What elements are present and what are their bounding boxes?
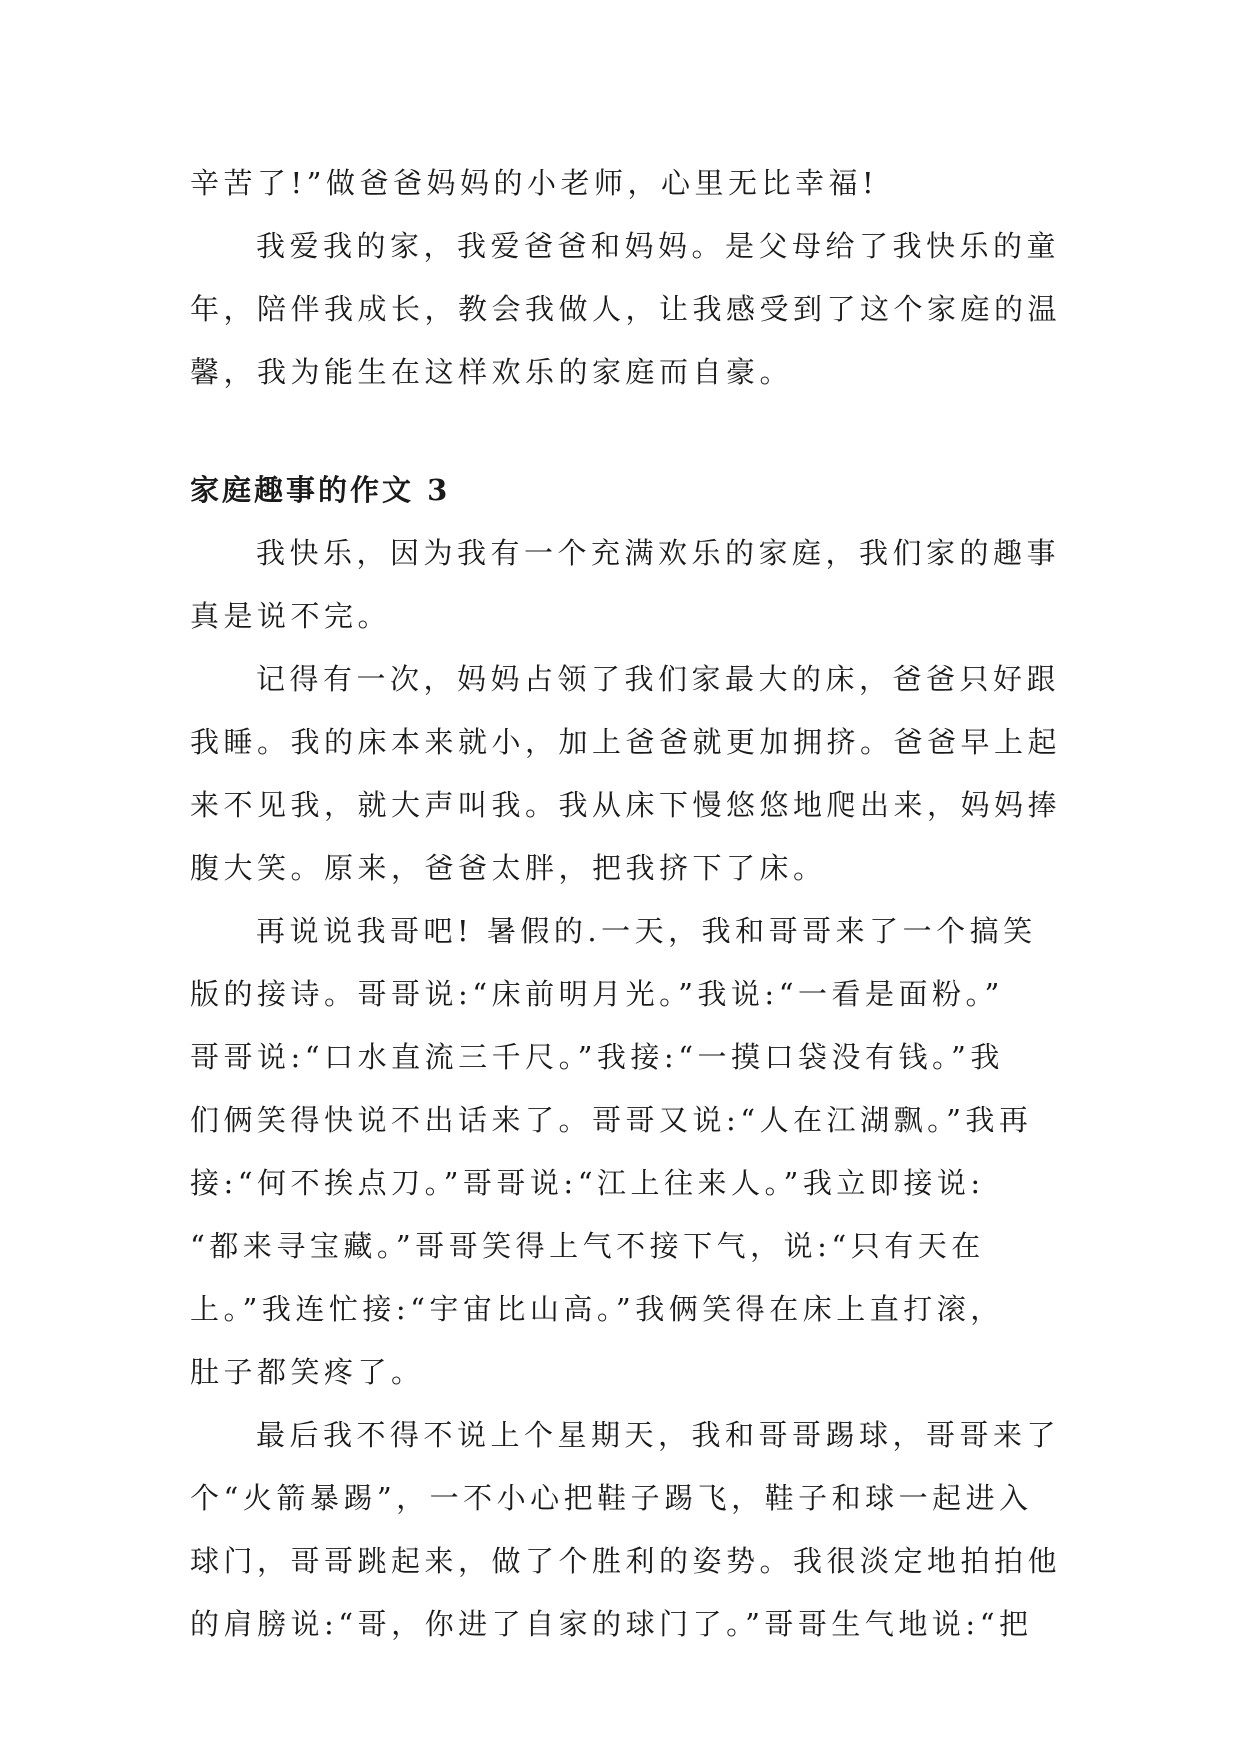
paragraph [190,215,1062,404]
text-line: 们俩笑得快说不出话来了。哥哥又说:“人在江湖飘。”我再 [190,1103,1033,1137]
text-line: 我爱我的家，我爱爸爸和妈妈。是父母给了我快乐的童 [256,229,1061,263]
text-line: 版的接诗。哥哥说:“床前明月光。”我说:“一看是面粉。” [190,977,1004,1011]
text-line: “都来寻宝藏。”哥哥笑得上气不接下气，说:“只有天在 [190,1229,985,1263]
text-line: 接:“何不挨点刀。”哥哥说:“江上往来人。”我立即接说: [190,1166,985,1200]
text-line: 真是说不完。 [190,599,392,633]
text-line: 哥哥说:“口水直流三千尺。”我接:“一摸口袋没有钱。”我 [190,1040,1004,1074]
text-line: 个“火箭暴踢”，一不小心把鞋子踢飞，鞋子和球一起进入 [190,1481,1033,1515]
text-line: 我快乐，因为我有一个充满欢乐的家庭，我们家的趣事 [256,536,1061,570]
section-heading: 家庭趣事的作文 3 [190,473,451,507]
text-line: 来不见我，就大声叫我。我从床下慢悠悠地爬出来，妈妈捧 [190,788,1062,822]
text-line: 最后我不得不说上个星期天，我和哥哥踢球，哥哥来了 [256,1418,1061,1452]
text-line: 上。”我连忙接:“宇宙比山高。”我俩笑得在床上直打滚， [190,1292,1004,1326]
paragraph [190,900,1050,1404]
paragraph [190,152,1050,215]
section-spacer [190,404,1050,459]
text-line: 腹大笑。原来，爸爸太胖，把我挤下了床。 [190,851,827,885]
text-line: 辛苦了!”做爸爸妈妈的小老师，心里无比幸福! [190,166,879,200]
text-line: 馨，我为能生在这样欢乐的家庭而自豪。 [190,355,794,389]
paragraph [190,648,1062,900]
text-line: 肚子都笑疼了。 [190,1355,425,1389]
text-line: 球门，哥哥跳起来，做了个胜利的姿势。我很淡定地拍拍他 [190,1544,1062,1578]
text-line: 记得有一次，妈妈占领了我们家最大的床，爸爸只好跟 [256,662,1061,696]
text-line: 年，陪伴我成长，教会我做人，让我感受到了这个家庭的温 [190,292,1062,326]
text-line: 再说说我哥吧! 暑假的.一天，我和哥哥来了一个搞笑 [256,914,1037,948]
text-line: 的肩膀说:“哥，你进了自家的球门了。”哥哥生气地说:“把 [190,1607,1033,1641]
document-body [190,152,1062,1656]
text-line: 我睡。我的床本来就小，加上爸爸就更加拥挤。爸爸早上起 [190,725,1062,759]
paragraph [190,522,1061,648]
paragraph [190,1404,1062,1656]
